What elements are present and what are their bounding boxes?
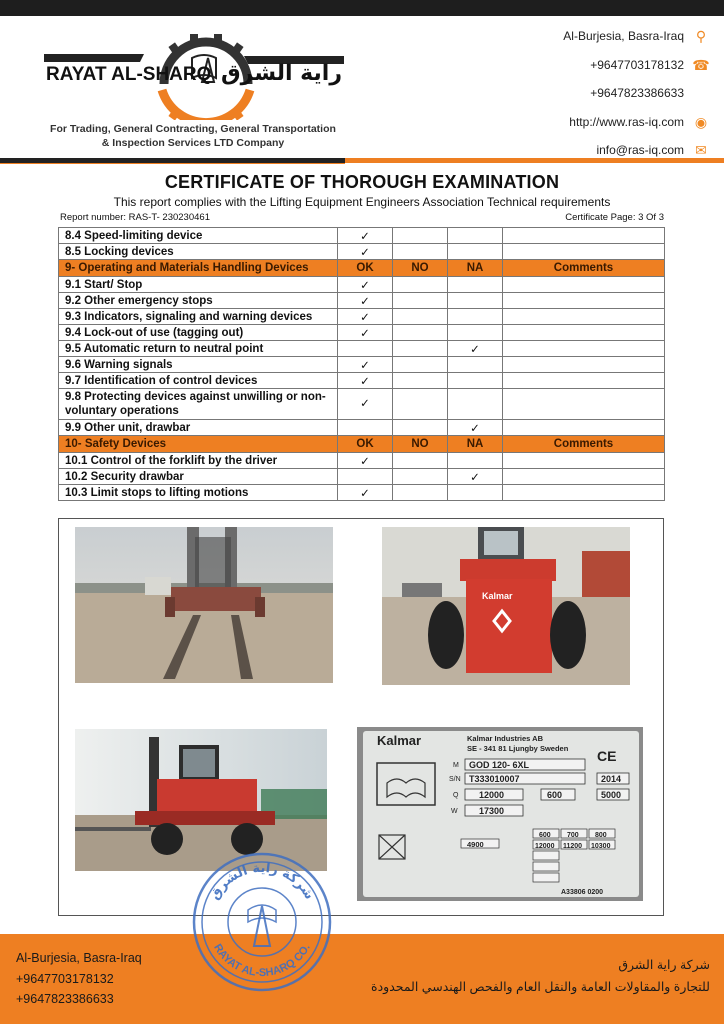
footer [0,934,724,1024]
certificate-title: CERTIFICATE OF THOROUGH EXAMINATION [164,172,560,192]
footer-phone-2: +9647823386633 [16,992,114,1006]
row-label: 9.8 Protecting devices against unwilling or non-voluntary operations [59,389,338,420]
na-cell: ✓ [448,341,503,357]
svg-text:RAYAT AL-SHARQ CO. [211,942,313,979]
tagline-line-1: For Trading, General Contracting, General Transportation [50,123,336,135]
table-row [59,373,665,389]
na-cell [448,485,503,501]
nameplate-d-value: 600 [539,832,551,839]
comments-cell [503,485,665,501]
comments-cell [503,244,665,260]
footer-arabic [371,954,710,998]
table-row [59,293,665,309]
section-header-row [59,260,665,277]
no-cell [393,325,448,341]
nameplate-d1: 600 [547,790,563,800]
contact-phone-1-text: +9647703178132 [590,57,684,72]
row-label: 10.3 Limit stops to lifting motions [59,485,338,501]
table-row [59,309,665,325]
na-cell [448,453,503,469]
svg-text:M: M [453,762,459,769]
nameplate-q-value: 11200 [563,843,583,850]
row-label: 9.3 Indicators, signaling and warning devices [59,309,338,325]
svg-text:Q: Q [453,792,459,799]
no-cell [393,469,448,485]
na-cell [448,228,503,244]
certificate-subtitle: This report complies with the Lifting Equipment Engineers Association Technical requirements [113,195,611,209]
ok-cell: ✓ [338,485,393,501]
company-name-en: RAYAT AL-SHARQ [46,64,212,85]
comments-cell [503,453,665,469]
ok-cell: ✓ [338,293,393,309]
ok-cell: ✓ [338,389,393,420]
comments-cell [503,389,665,420]
na-cell [448,325,503,341]
contact-address [450,22,710,51]
comments-cell [503,293,665,309]
tagline-line-2: & Inspection Services LTD Company [101,137,285,149]
phone-icon: ☎ [692,56,710,73]
na-column-header: NA [448,260,503,277]
na-cell [448,293,503,309]
na-column-header: NA [448,436,503,453]
contact-list [450,22,710,165]
examination-table [58,227,665,501]
table-row [59,389,665,420]
comments-column-header: Comments [503,436,665,453]
na-cell [448,357,503,373]
row-label: 9.6 Warning signals [59,357,338,373]
kalmar-nameplate-photo [357,727,643,901]
email-link[interactable]: info@ras-iq.com [596,143,684,158]
row-label: 10.1 Control of the forklift by the driver [59,453,338,469]
row-label: 9.9 Other unit, drawbar [59,420,338,436]
ok-cell [338,341,393,357]
svg-text:W: W [451,808,458,815]
company-tagline [20,122,366,150]
no-cell [393,228,448,244]
no-cell [393,277,448,293]
comments-cell [503,341,665,357]
row-label: 9.1 Start/ Stop [59,277,338,293]
svg-text:CE: CE [597,748,617,764]
table-row [59,228,665,244]
footer-contacts [16,948,142,1010]
stamp-text-ar: شركة راية الشرق [207,860,317,903]
nameplate-address: SE - 341 81 Ljungby Sweden [467,744,569,753]
no-cell [393,373,448,389]
ok-cell: ✓ [338,228,393,244]
table-row [59,357,665,373]
comments-cell [503,309,665,325]
comments-column-header: Comments [503,260,665,277]
nameplate-maker: Kalmar Industries AB [467,734,543,743]
company-stamp [190,850,334,994]
table-row [59,453,665,469]
no-cell [393,420,448,436]
stamp-text-en: RAYAT AL-SHARQ CO. [211,941,313,980]
na-cell [448,373,503,389]
no-cell [393,389,448,420]
globe-icon: ◉ [694,113,708,130]
no-cell [393,244,448,260]
location-icon: ⚲ [695,28,707,45]
no-column-header: NO [393,436,448,453]
ok-cell [338,420,393,436]
contact-phone-2 [450,79,710,108]
na-cell: ✓ [448,469,503,485]
nameplate-q2: 5000 [601,790,622,800]
nameplate-weight: 17300 [479,806,505,816]
header-divider [0,158,724,164]
row-label: 9.4 Lock-out of use (tagging out) [59,325,338,341]
ok-cell [338,469,393,485]
footer-arabic-name: شركة راية الشرق [618,958,710,972]
comments-cell [503,469,665,485]
comments-cell [503,228,665,244]
svg-text:Kalmar: Kalmar [482,591,513,601]
forklift-front-photo [75,527,333,683]
ok-cell: ✓ [338,357,393,373]
top-bar [0,0,724,16]
photo-panel [58,518,664,916]
website-link[interactable]: http://www.ras-iq.com [569,114,684,129]
na-cell [448,389,503,420]
footer-address: Al-Burjesia, Basra-Iraq [16,951,142,965]
nameplate-year: 2014 [601,774,622,784]
no-cell [393,485,448,501]
contact-address-text: Al-Burjesia, Basra-Iraq [563,29,684,44]
contact-phone-2-text: +9647823386633 [590,86,684,101]
comments-cell [503,373,665,389]
row-label: 8.5 Locking devices [59,244,338,260]
no-cell [393,309,448,325]
no-cell [393,293,448,309]
no-column-header: NO [393,260,448,277]
report-number: Report number: RAS-T- 230230461 [60,212,210,223]
table-row [59,244,665,260]
section-title: 9- Operating and Materials Handling Devices [59,260,338,277]
footer-arabic-description: للتجارة والمقاولات العامة والنقل العام والفحص الهندسي المحدودة [371,980,710,994]
mail-icon: ✉ [695,142,707,159]
company-logo [44,24,344,120]
row-label: 9.5 Automatic return to neutral point [59,341,338,357]
na-cell [448,277,503,293]
nameplate-model: GOD 120- 6XL [469,760,530,770]
section-header-row [59,436,665,453]
nameplate-h: 4900 [467,840,484,849]
ok-cell: ✓ [338,373,393,389]
row-label: 9.7 Identification of control devices [59,373,338,389]
no-cell [393,453,448,469]
table-row [59,341,665,357]
no-cell [393,357,448,373]
nameplate-brand: Kalmar [377,733,422,748]
certificate-page: Certificate Page: 3 Of 3 [565,212,664,223]
comments-cell [503,277,665,293]
nameplate-q1: 12000 [479,790,505,800]
table-row [59,325,665,341]
na-cell: ✓ [448,420,503,436]
ok-cell: ✓ [338,277,393,293]
section-title: 10- Safety Devices [59,436,338,453]
footer-phone-1: +9647703178132 [16,971,114,986]
ok-column-header: OK [338,260,393,277]
ok-cell: ✓ [338,325,393,341]
table-row [59,277,665,293]
nameplate-q-value: 12000 [535,843,555,850]
contact-phone-1 [450,51,710,80]
forklift-rear-photo [382,527,630,685]
no-cell [393,341,448,357]
nameplate-d-value: 700 [567,832,579,839]
comments-cell [503,357,665,373]
row-label: 8.4 Speed-limiting device [59,228,338,244]
ok-cell: ✓ [338,309,393,325]
table-row [59,485,665,501]
company-name-ar: راية الشرق [220,61,342,86]
ok-cell: ✓ [338,244,393,260]
table-row [59,420,665,436]
row-label: 9.2 Other emergency stops [59,293,338,309]
row-label: 10.2 Security drawbar [59,469,338,485]
nameplate-q-value: 10300 [591,843,611,850]
comments-cell [503,420,665,436]
ok-column-header: OK [338,436,393,453]
table-row [59,469,665,485]
na-cell [448,244,503,260]
contact-website[interactable] [450,108,710,137]
nameplate-code: A33806 0200 [561,889,604,896]
svg-text:S/N: S/N [449,776,461,783]
nameplate-d-value: 800 [595,832,607,839]
na-cell [448,309,503,325]
comments-cell [503,325,665,341]
ok-cell: ✓ [338,453,393,469]
nameplate-serial: T333010007 [469,774,520,784]
